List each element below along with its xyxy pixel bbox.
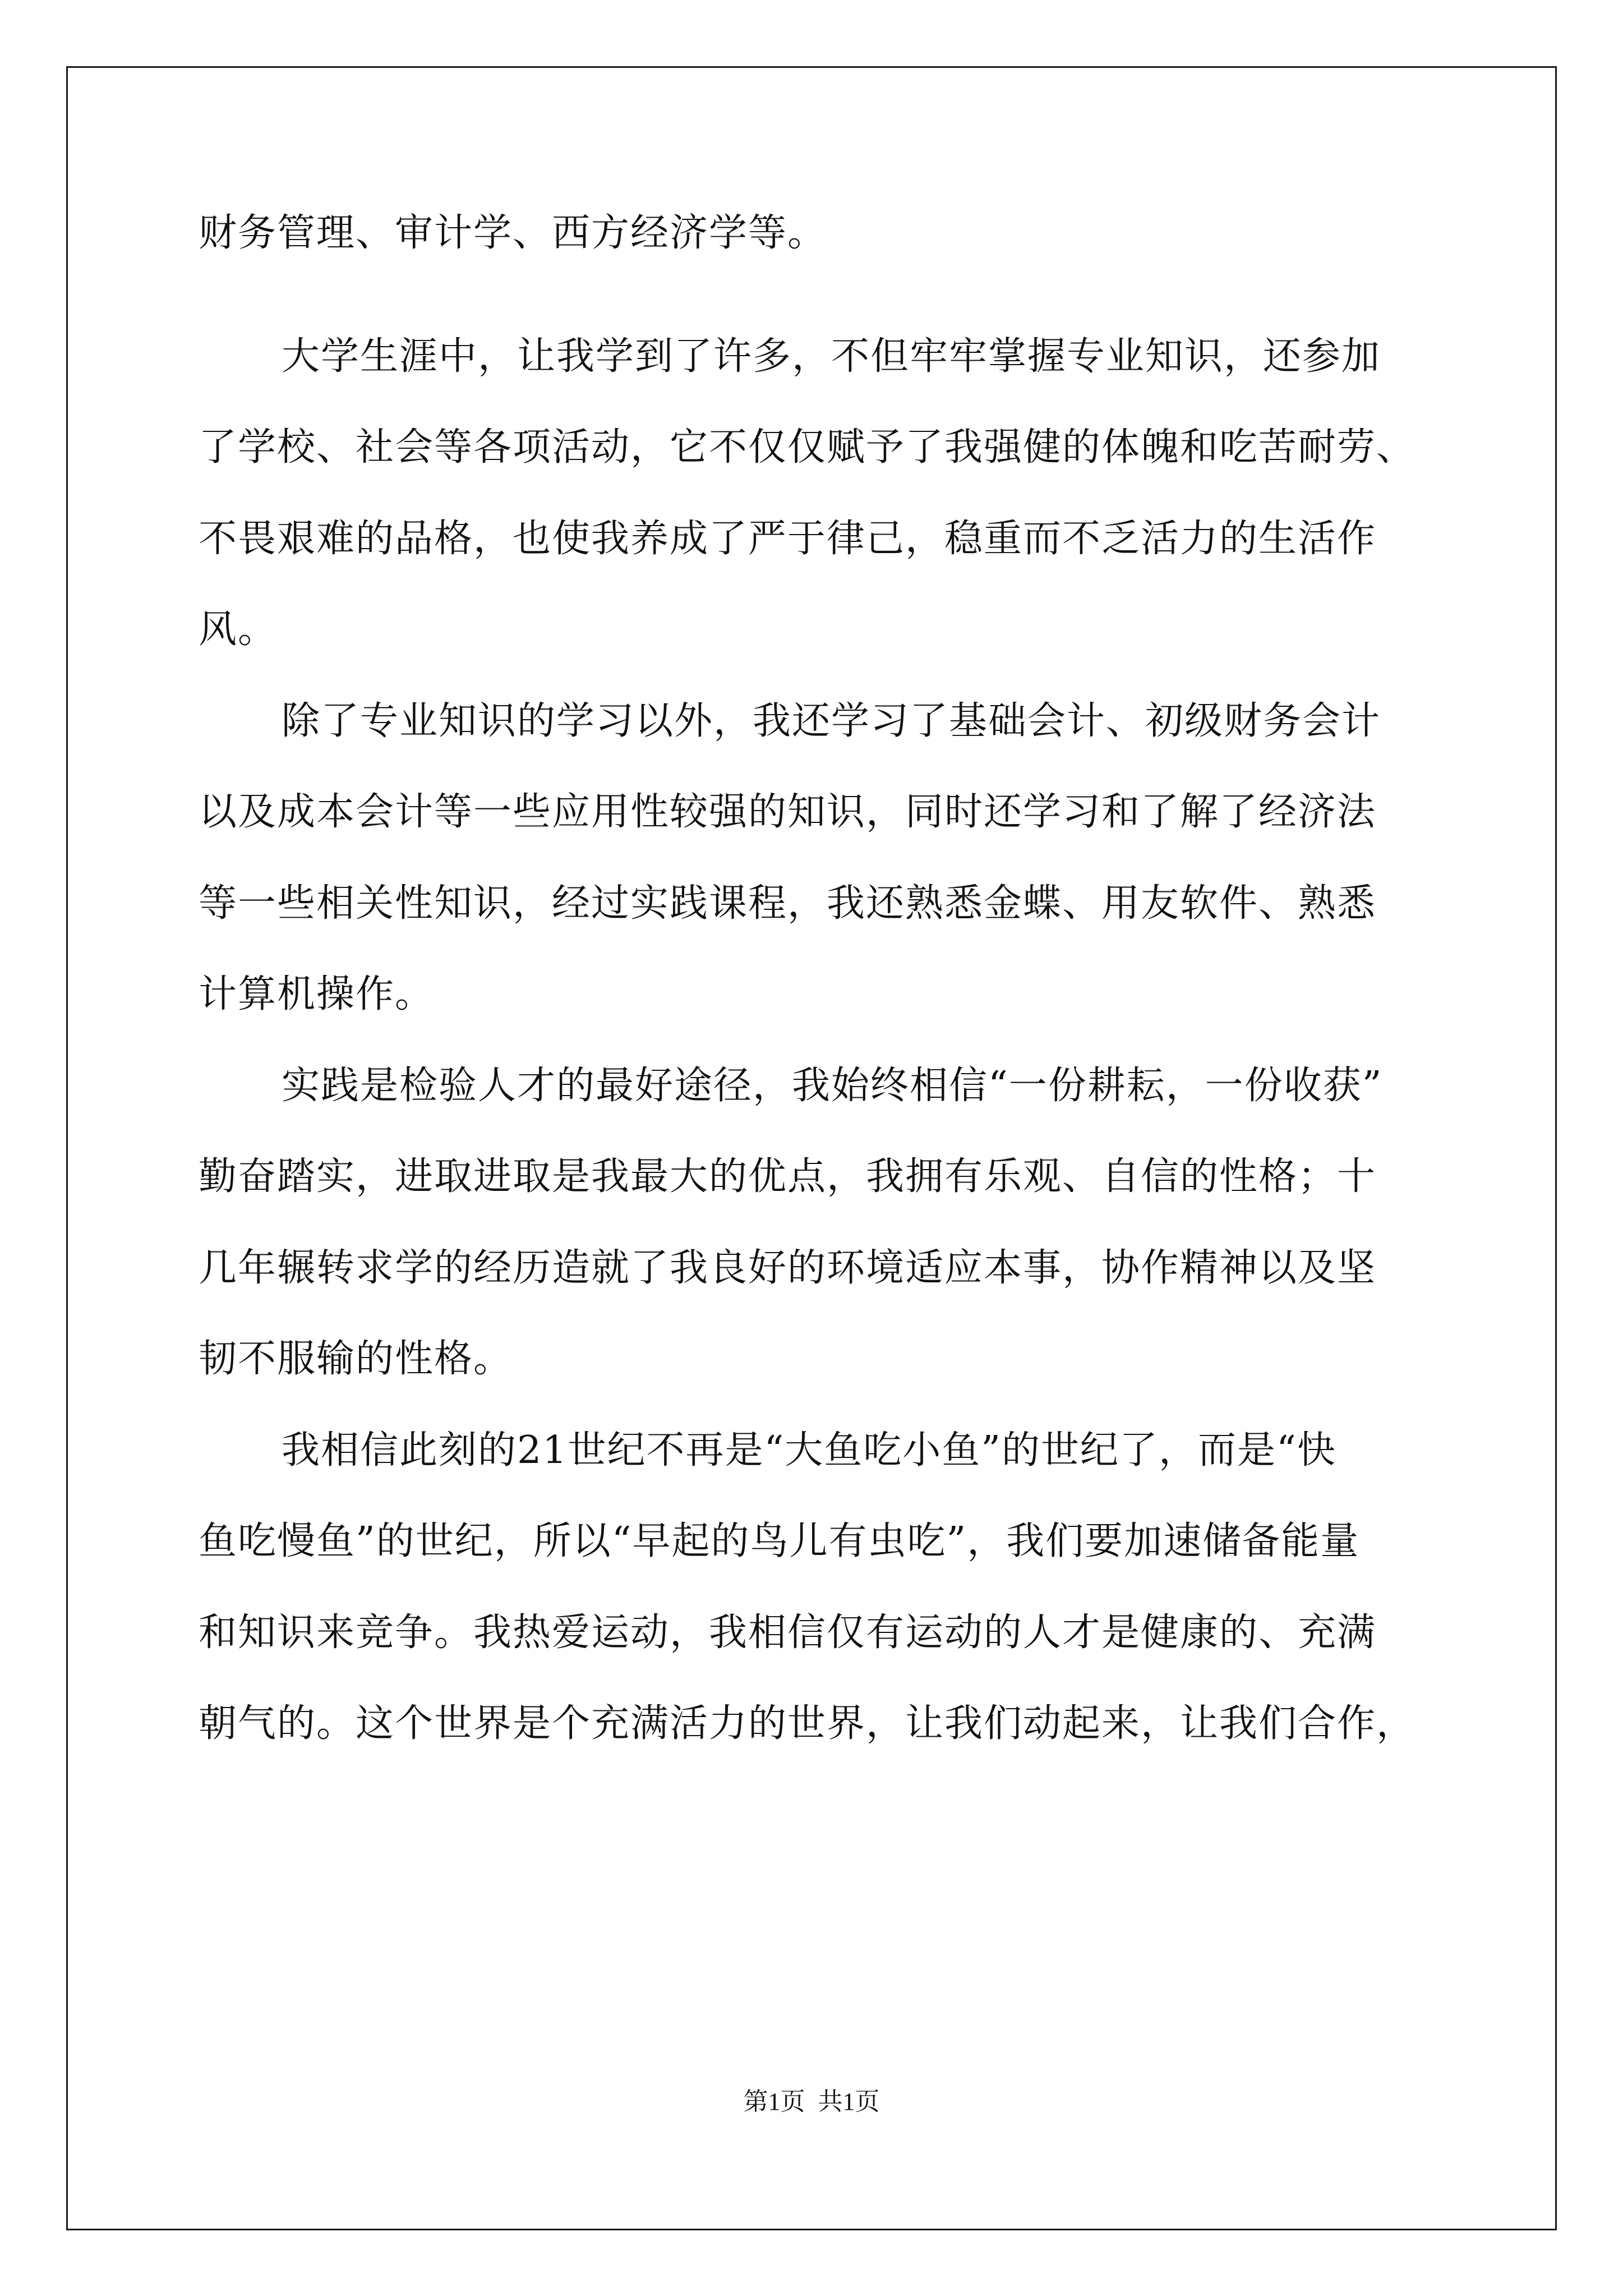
text-line: 几年辗转求学的经历造就了我良好的环境适应本事，协作精神以及坚 — [199, 1246, 1377, 1290]
paragraph-first-line: 大学生涯中，让我学到了许多，不但牢牢掌握专业知识，还参加 — [282, 334, 1381, 379]
text-line: 勤奋踏实，进取进取是我最大的优点，我拥有乐观、自信的性格；十 — [199, 1154, 1377, 1199]
page-total: 共1页 — [818, 2088, 880, 2115]
text-line: 鱼吃慢鱼”的世纪，所以“早起的鸟儿有虫吃”，我们要加速储备能量 — [199, 1519, 1360, 1563]
page-border — [66, 66, 1557, 2230]
text-line: 韧不服输的性格。 — [199, 1337, 513, 1381]
text-line: 财务管理、审计学、西方经济学等。 — [199, 211, 827, 255]
text-line: 了学校、社会等各项活动，它不仅仅赋予了我强健的体魄和吃苦耐劳、 — [199, 425, 1416, 470]
text-line: 风。 — [199, 608, 278, 652]
paragraph-first-line: 实践是检验人才的最好途径，我始终相信“一份耕耘，一份收获” — [282, 1064, 1383, 1108]
paragraph-first-line: 除了专业知识的学习以外，我还学习了基础会计、初级财务会计 — [282, 699, 1381, 743]
text-line: 不畏艰难的品格，也使我养成了严于律己，稳重而不乏活力的生活作 — [199, 517, 1377, 561]
paragraph-first-line: 我相信此刻的21世纪不再是“大鱼吃小鱼”的世纪了，而是“快 — [282, 1428, 1336, 1473]
text-line: 以及成本会计等一些应用性较强的知识，同时还学习和了解了经济法 — [199, 790, 1377, 834]
text-line: 等一些相关性知识，经过实践课程，我还熟悉金蝶、用友软件、熟悉 — [199, 881, 1377, 926]
page-footer — [0, 2081, 1623, 2117]
text-line: 朝气的。这个世界是个充满活力的世界，让我们动起来，让我们合作， — [199, 1701, 1416, 1746]
text-line: 和知识来竞争。我热爱运动，我相信仅有运动的人才是健康的、充满 — [199, 1611, 1377, 1655]
text-line: 计算机操作。 — [199, 972, 435, 1016]
page-number: 第1页 — [743, 2088, 805, 2115]
